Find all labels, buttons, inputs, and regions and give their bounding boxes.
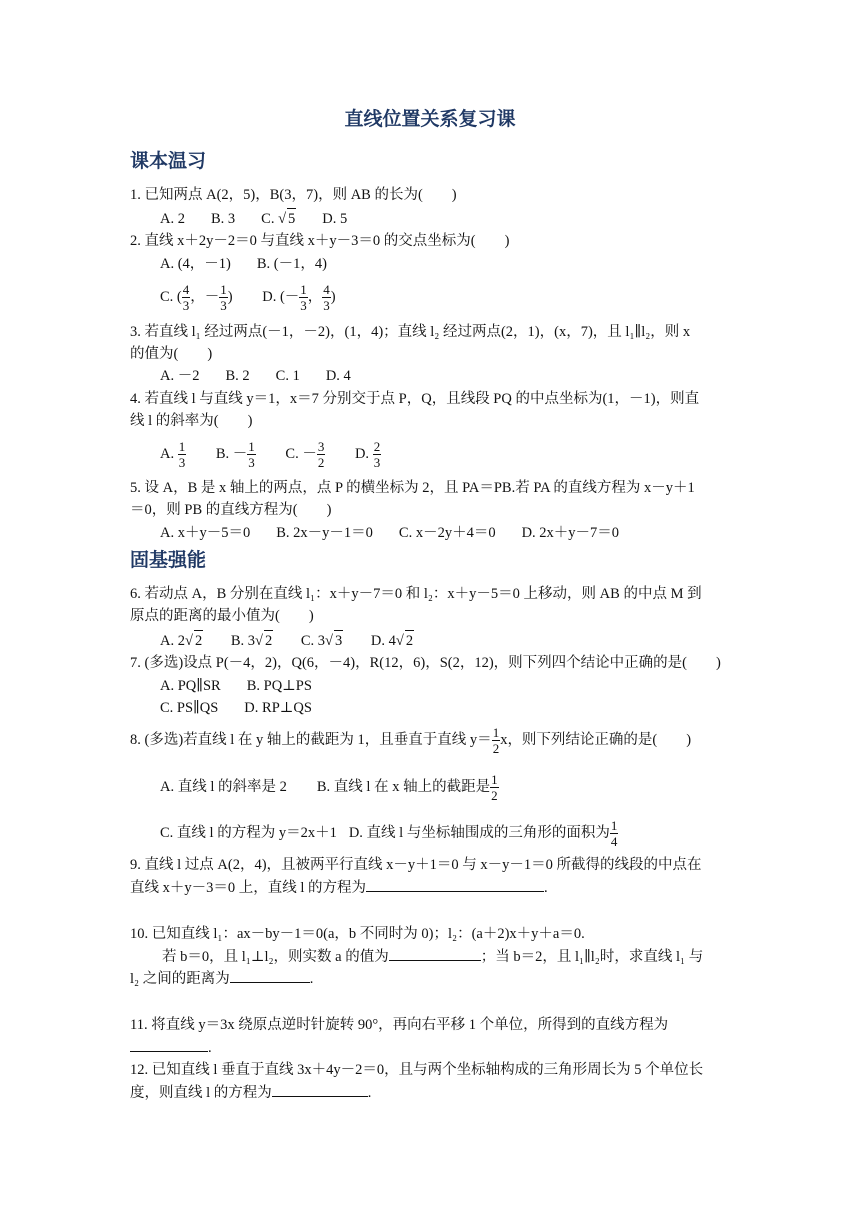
answer-blank[interactable] [130, 1037, 208, 1052]
option-d: D. (－ $\frac{1}{3}$ ， $\frac{4}{3}$ ) [262, 282, 336, 313]
option-a: A. 2 [160, 211, 185, 227]
question-6-options [160, 630, 760, 651]
section-heading-review: 课本温习 [130, 150, 207, 172]
question-9-line1: 9. 直线 l 过点 A(2，4)，且被两平行直线 x－y＋1＝0 与 x－y－1＝0 所截得的线段的中点在 [130, 857, 702, 873]
option-d: D. 2x＋y－7＝0 [521, 525, 620, 541]
option-c: C. √ 5 [261, 211, 296, 227]
answer-blank[interactable] [272, 1082, 368, 1097]
option-b: B. (－1，4) [256, 256, 327, 272]
option-d: D. $\frac{2}{3}$ [354, 439, 381, 470]
option-a: A. x＋y－5＝0 [160, 525, 251, 541]
option-a: A. (4，－1) [160, 256, 231, 272]
question-12-line1: 12. 已知直线 l 垂直于直线 3x＋4y－2＝0，且与两个坐标轴构成的三角形周长为 5 个单位长 [130, 1062, 704, 1078]
option-a: A. PQ∥SR [160, 678, 221, 694]
question-5-line1: 5. 设 A，B 是 x 轴上的两点，点 P 的横坐标为 2，且 PA＝PB.若 PA 的直线方程为 x－y＋1 [130, 480, 695, 496]
question-4-line2: 线 l 的斜率为( ) [130, 413, 253, 429]
option-b: B. 2 [225, 368, 250, 384]
question-2-options-cd [160, 282, 760, 313]
question-5-line2: ＝0，则 PB 的直线方程为( ) [130, 502, 332, 518]
question-2-options-ab [160, 254, 760, 274]
question-10-line1: 10. 已知直线 l₁：ax－by－1＝0(a，b 不同时为 0)；l₂：(a＋2)x＋y＋a＝0. [130, 926, 585, 942]
option-c: C. 1 [275, 368, 300, 384]
option-a: A. 直线 l 的斜率是 2 [160, 778, 287, 795]
option-a: A. $\frac{1}{3}$ [160, 439, 186, 470]
question-1-options [160, 208, 760, 229]
option-d: D. 4 [325, 368, 351, 384]
question-8-options-cd [160, 818, 760, 849]
question-3-line1: 3. 若直线 l₁ 经过两点(－1，－2)，(1，4)；直线 l₂ 经过两点(2，1)，(x，7)，且 l₁∥l₂，则 x [130, 324, 691, 340]
option-c: C. x－2y＋4＝0 [398, 525, 496, 541]
option-c: C. ( $\frac{4}{3}$ ，－ $\frac{1}{3}$ ) [160, 282, 233, 313]
option-d: D. RP⊥QS [244, 700, 312, 716]
question-7-options-cd [160, 698, 760, 718]
option-b: B. 2x－y－1＝0 [276, 525, 373, 541]
question-11-line1: 11. 将直线 y＝3x 绕原点逆时针旋转 90°，再向右平移 1 个单位，所得到的直线方程为 [130, 1017, 669, 1033]
question-9-line2: 直线 x＋y－3＝0 上，直线 l 的方程为 . [130, 877, 730, 898]
question-8-options-ab [160, 772, 760, 803]
question-6-line2: 原点的距离的最小值为( ) [130, 608, 314, 624]
option-b: B. 3√ 2 [231, 633, 273, 649]
question-12-line2: 度，则直线 l 的方程为 . [130, 1082, 730, 1103]
answer-blank-a[interactable] [389, 946, 481, 961]
section-heading-practice: 固基强能 [130, 549, 207, 571]
question-7: 7. (多选)设点 P(－4，2)，Q(6，－4)，R(12，6)，S(2，12)，则下列四个结论中正确的是( ) [130, 655, 721, 671]
option-a: A. －2 [160, 368, 200, 384]
question-3-line2: 的值为( ) [130, 346, 213, 362]
question-10-line3: l₂ 之间的距离为 . [130, 968, 730, 989]
question-6-line1: 6. 若动点 A，B 分别在直线 l₁：x＋y－7＝0 和 l₂：x＋y－5＝0 上移动，则 AB 的中点 M 到 [130, 586, 702, 602]
question-4-line1: 4. 若直线 l 与直线 y＝1，x＝7 分别交于点 P，Q，且线段 PQ 的中点坐标为(1，－1)，则直 [130, 391, 700, 407]
option-d: D. 4√ 2 [371, 633, 414, 649]
question-11-line2: . [130, 1037, 730, 1058]
option-b: B. 直线 l 在 x 轴上的截距是 $\frac{1}{2}$ [316, 772, 498, 803]
option-c: C. PS∥QS [160, 700, 219, 716]
option-b: B. PQ⊥PS [246, 678, 312, 694]
question-10-line2: 若 b＝0，且 l₁⊥l₂，则实数 a 的值为 ；当 b＝2，且 l₁∥l₂时，求直线 l₁ 与 [130, 946, 730, 967]
option-b: B. － $\frac{1}{3}$ [215, 439, 255, 470]
answer-blank-distance[interactable] [230, 968, 310, 983]
option-d: D. 5 [322, 211, 348, 227]
question-5-options [160, 523, 760, 543]
question-7-options-ab [160, 676, 760, 696]
option-b: B. 3 [210, 211, 236, 227]
page-title: 直线位置关系复习课 [344, 108, 516, 130]
option-a: A. 2√ 2 [160, 633, 203, 649]
option-d: D. 直线 l 与坐标轴围成的三角形的面积为 $\frac{1}{4}$ [348, 818, 618, 849]
question-3-options [160, 366, 760, 386]
question-1: 1. 已知两点 A(2，5)，B(3，7)，则 AB 的长为( ) [130, 187, 457, 203]
answer-blank[interactable] [366, 877, 544, 892]
option-c: C. － $\frac{3}{2}$ [285, 439, 325, 470]
question-4-options [160, 439, 760, 470]
question-2: 2. 直线 x＋2y－2＝0 与直线 x＋y－3＝0 的交点坐标为( ) [130, 233, 510, 249]
question-8: 8. (多选)若直线 l 在 y 轴上的截距为 1，且垂直于直线 y＝ $\frac{1}{2}$ x，则下列结论正确的是( ) [130, 725, 692, 756]
option-c: C. 直线 l 的方程为 y＝2x＋1 [160, 824, 337, 841]
option-c: C. 3√ 3 [301, 633, 343, 649]
